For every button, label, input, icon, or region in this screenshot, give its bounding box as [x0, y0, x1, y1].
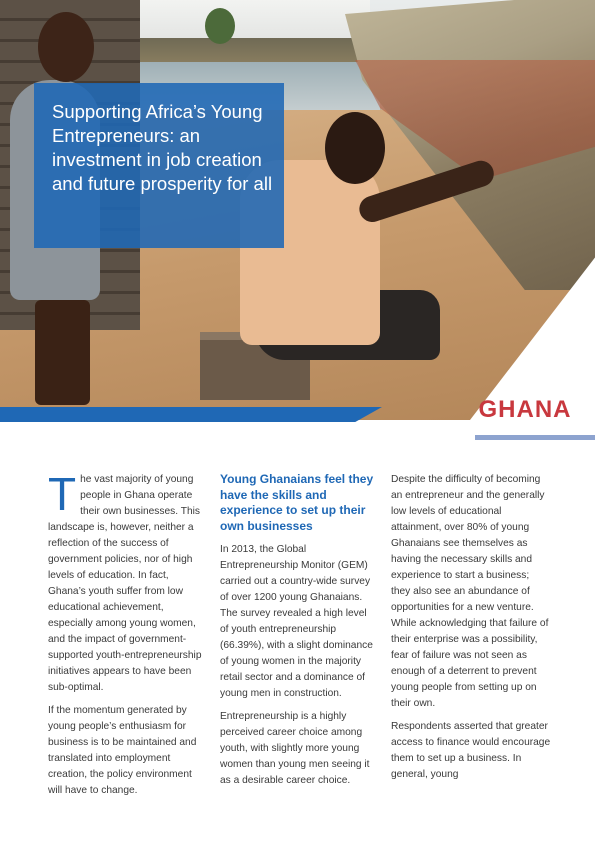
intro-text: he vast majority of young people in Ghana operate their own businesses. This landscape is, however, neither a reflection of the success of government policies, nor of high levels of education. In fact, Ghana’s youth suffer from low educational achievement, especially among young women, and the impact of government-supported youth-entrepreneurship initiatives appears to have been sub-optimal. [48, 474, 202, 693]
section-heading: Young Ghanaians feel they have the skills and experience to set up their own businesses [220, 472, 374, 533]
paragraph: Respondents asserted that greater access to finance would encourage them to set up a business. In general, young [391, 721, 551, 780]
boy-legs [35, 300, 90, 405]
country-rule [475, 435, 595, 440]
column-3 [391, 472, 551, 790]
paragraph: Entrepreneurship is a highly perceived career choice among youth, with slightly more young women than young men seeing it as a desirable career choice. [220, 711, 370, 786]
intro-paragraph [48, 468, 208, 696]
page-title: Supporting Africa’s Young Entrepreneurs: an investment in job creation and future prosperity for all [52, 101, 273, 194]
country-label: GHANA [478, 396, 572, 423]
accent-bar [0, 407, 382, 422]
paragraph: Despite the difficulty of becoming an entrepreneur and the generally low levels of educational attainment, over 80% of young Ghanaians see themselves as having the necessary skills and experience to start a business; they also see an abundance of opportunities for a new venture. While acknowledging that failure of their enterprise was a possibility, fear of failure was not seen as enough of a deterrent to prevent young people from setting up on their own. [391, 474, 549, 709]
palm-tree [205, 8, 235, 44]
paragraph: In 2013, the Global Entrepreneurship Monitor (GEM) carried out a country-wide survey of over 1200 young Ghanaians. The survey revealed a high level of youth entrepreneurship (66.39%), with a slight dominance of young women in the majority retail sector and a dominance of young men in construction. [220, 544, 373, 699]
man-head [325, 112, 385, 184]
column-1 [48, 468, 208, 806]
drop-cap: T [48, 468, 77, 520]
column-2 [220, 472, 375, 796]
boy-head [38, 12, 94, 82]
paragraph: If the momentum generated by young people’s enthusiasm for business is to be maintained and translated into employment creation, the policy environment will have to change. [48, 705, 197, 796]
